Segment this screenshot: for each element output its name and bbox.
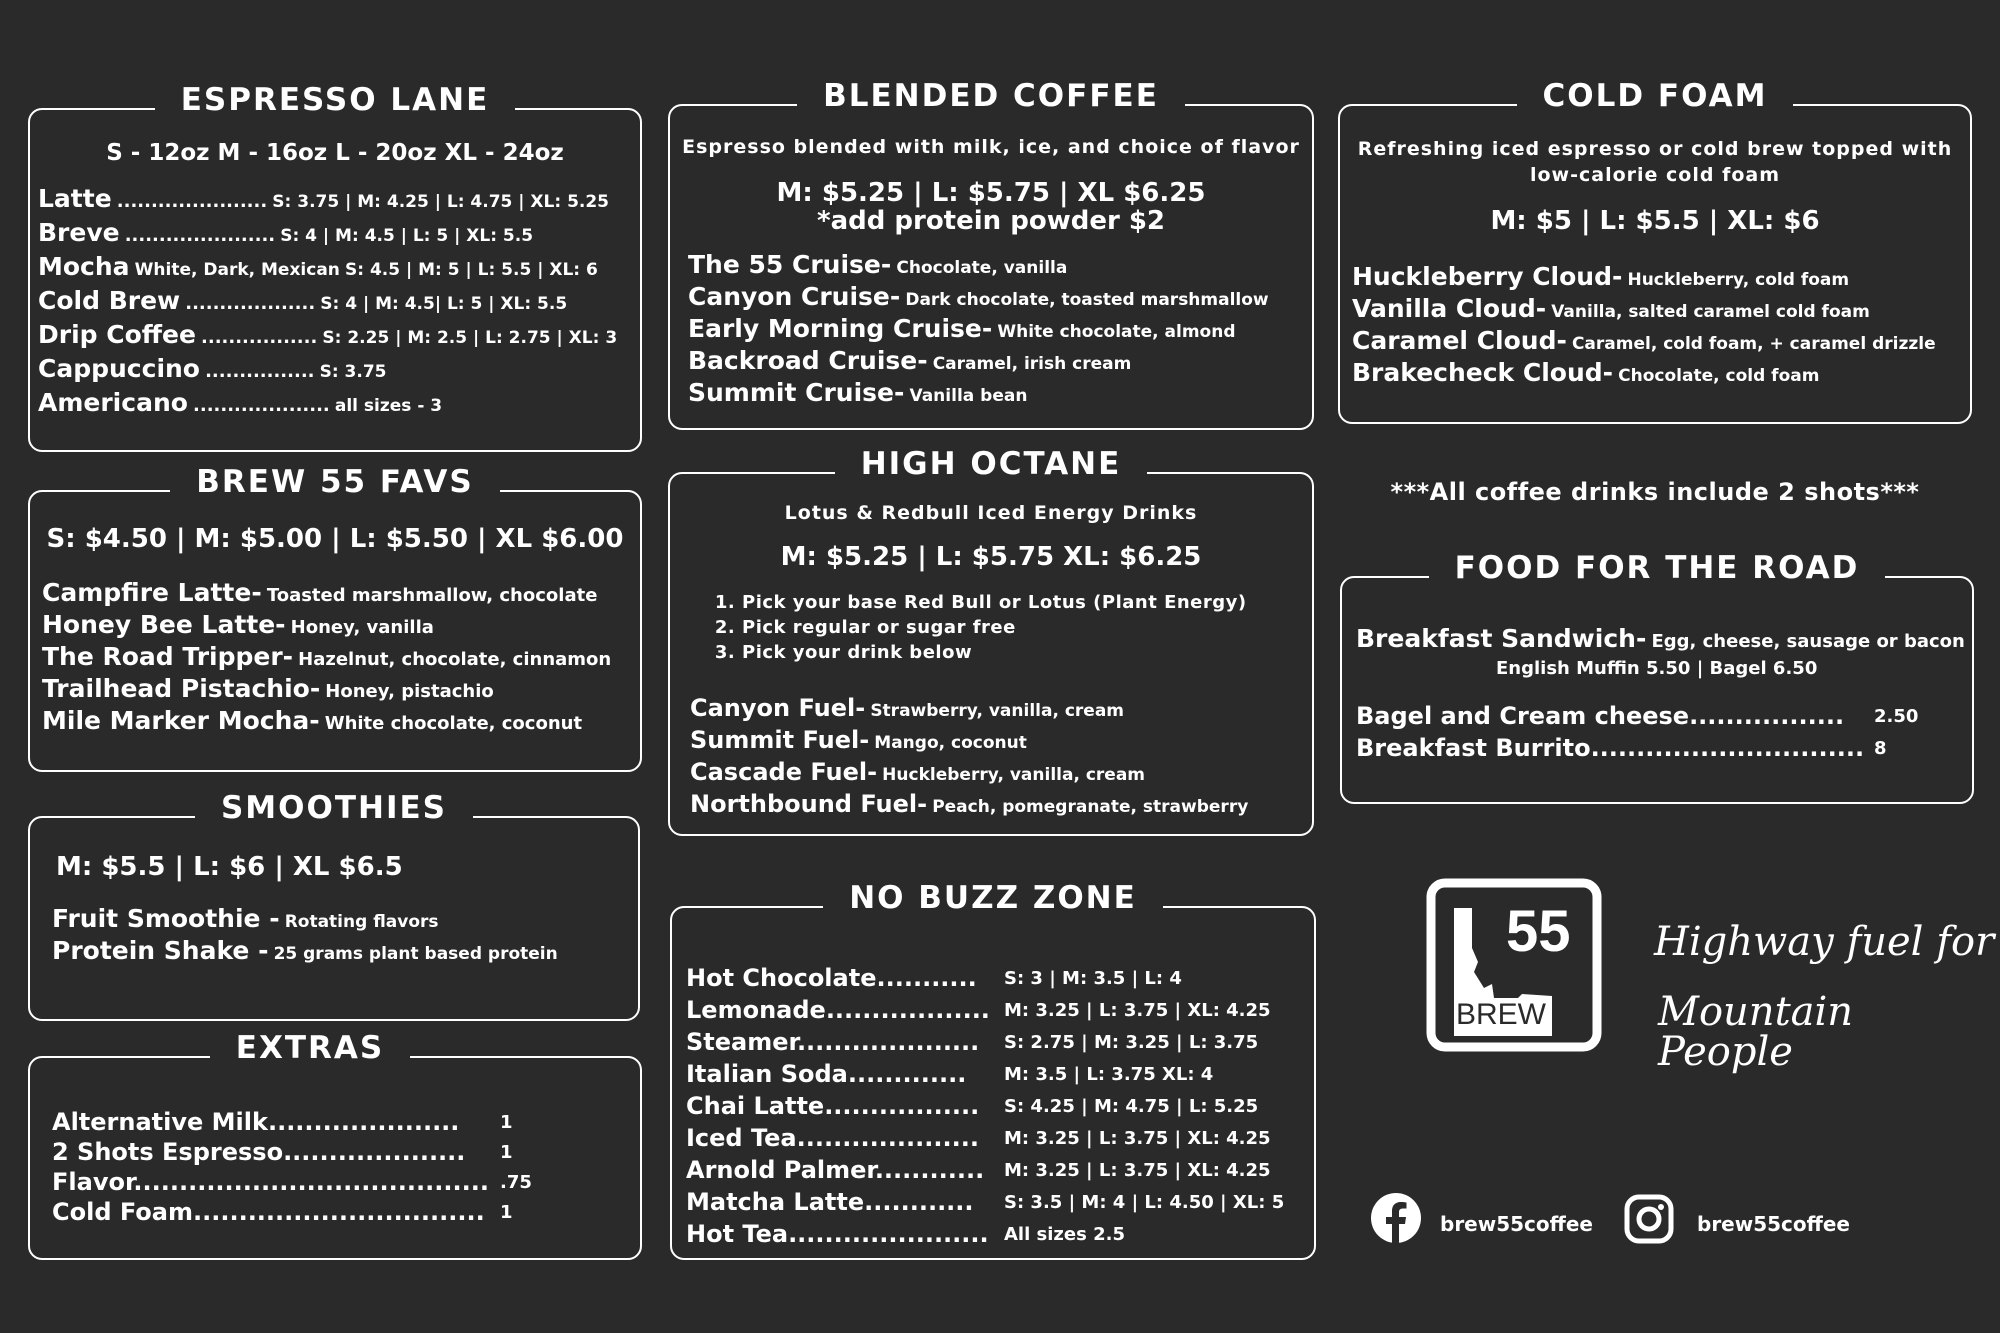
dot-leader: .................... <box>193 395 330 416</box>
menu-item <box>42 644 611 676</box>
item-desc: Honey, pistachio <box>325 681 494 702</box>
item-name: Steamer <box>686 1028 797 1056</box>
item-desc: 25 grams plant based protein <box>273 944 558 964</box>
item-name: 2 Shots Espresso <box>52 1138 284 1166</box>
item-desc: Huckleberry, vanilla, cream <box>882 765 1146 785</box>
item-desc: Chocolate, vanilla <box>896 258 1068 278</box>
menu-item <box>686 1222 1306 1254</box>
menu-item <box>686 998 1306 1030</box>
item-price: M: 3.5 | L: 3.75 XL: 4 <box>1004 1064 1214 1085</box>
tagline-line-1: Highway fuel for <box>1654 919 1995 965</box>
item-name: Caramel Cloud- <box>1352 326 1567 355</box>
instagram-icon[interactable] <box>1624 1194 1674 1244</box>
brew55-logo <box>1426 878 1602 1052</box>
octane-subtitle: Lotus & Redbull Iced Energy Drinks <box>784 502 1198 524</box>
dot-leader: ................. <box>824 1092 980 1120</box>
item-name: Brakecheck Cloud- <box>1352 358 1614 387</box>
shots-note: ***All coffee drinks include 2 shots*** <box>1390 478 1920 506</box>
coldfoam-section <box>1338 78 1972 424</box>
menu-item <box>686 1158 1306 1190</box>
item-name: Canyon Cruise- <box>688 282 901 311</box>
menu-item <box>688 316 1269 348</box>
section-title: ESPRESSO LANE <box>30 80 640 120</box>
item-price: S: 3 | M: 3.5 | L: 4 <box>1004 968 1182 989</box>
item-name: Summit Fuel- <box>690 726 870 754</box>
blended-list <box>688 252 1269 412</box>
sandwich-price: English Muffin 5.50 | Bagel 6.50 <box>1496 658 1818 679</box>
item-price: S: 4 | M: 4.5| L: 5 | XL: 5.5 <box>320 294 568 314</box>
facebook-handle[interactable]: brew55coffee <box>1440 1212 1593 1236</box>
item-desc: Caramel, cold foam, + caramel drizzle <box>1571 334 1936 354</box>
dot-leader: ................... <box>185 293 316 314</box>
item-name: Cascade Fuel- <box>690 758 878 786</box>
favs-price: S: $4.50 | M: $5.00 | L: $5.50 | XL $6.00 <box>46 524 624 554</box>
item-desc: White chocolate, almond <box>997 322 1236 342</box>
item-name: Canyon Fuel- <box>690 694 866 722</box>
item-name: Campfire Latte- <box>42 578 262 607</box>
item-name: Northbound Fuel- <box>690 790 928 818</box>
size-guide: S - 12oz M - 16oz L - 20oz XL - 24oz <box>106 140 564 166</box>
section-title: FOOD FOR THE ROAD <box>1342 548 1972 588</box>
item-name: Honey Bee Latte- <box>42 610 286 639</box>
menu-item <box>686 1030 1306 1062</box>
dot-leader: ............. <box>847 1060 967 1088</box>
section-title: BREW 55 FAVS <box>30 462 640 502</box>
dot-leader: ........... <box>876 964 977 992</box>
dot-leader: .................. <box>825 996 990 1024</box>
menu-item <box>38 186 638 220</box>
menu-item <box>42 612 611 644</box>
item-name: Protein Shake - <box>52 936 269 965</box>
menu-item <box>1352 296 1936 328</box>
item-name: Fruit Smoothie - <box>52 904 280 933</box>
espresso-list <box>38 186 638 424</box>
menu-item <box>38 322 638 356</box>
blended-subtitle: Espresso blended with milk, ice, and choice of flavor <box>682 136 1300 158</box>
item-price: S: 3.75 <box>319 362 387 382</box>
coldfoam-subtitle: Refreshing iced espresso or cold brew topped with <box>1357 138 1953 160</box>
item-name: Huckleberry Cloud- <box>1352 262 1623 291</box>
item-price: 8 <box>1874 738 1887 759</box>
item-price: S: 2.75 | M: 3.25 | L: 3.75 <box>1004 1032 1259 1053</box>
dot-leader: ................ <box>205 361 315 382</box>
menu-item <box>38 288 638 322</box>
item-price: M: 3.25 | L: 3.75 | XL: 4.25 <box>1004 1160 1271 1181</box>
tagline-line-2: Mountain People <box>1658 989 1854 1075</box>
menu-item <box>38 356 638 390</box>
item-name: Mile Marker Mocha- <box>42 706 320 735</box>
facebook-icon[interactable] <box>1370 1192 1422 1244</box>
favs-list <box>42 580 611 740</box>
menu-item <box>52 1198 513 1230</box>
item-desc: White, Dark, Mexican <box>134 260 340 280</box>
extras-section <box>28 1030 642 1260</box>
item-name: Hot Tea <box>686 1220 789 1248</box>
item-price: S: 2.25 | M: 2.5 | L: 2.75 | XL: 3 <box>322 328 618 348</box>
menu-item <box>38 220 638 254</box>
item-desc: Dark chocolate, toasted marshmallow <box>905 290 1269 310</box>
item-name: Alternative Milk <box>52 1108 268 1136</box>
section-title: EXTRAS <box>30 1028 590 1068</box>
dot-leader: ..................... <box>267 1108 460 1136</box>
item-name: Trailhead Pistachio- <box>42 674 321 703</box>
octane-section <box>668 446 1314 836</box>
item-name: Breve <box>38 218 120 247</box>
dot-leader: .............................. <box>1590 734 1865 762</box>
menu-item <box>1352 264 1936 296</box>
item-desc: Chocolate, cold foam <box>1618 366 1820 386</box>
item-name: Breakfast Burrito <box>1356 734 1591 762</box>
menu-item <box>42 708 611 740</box>
section-title: SMOOTHIES <box>30 788 638 828</box>
instagram-handle[interactable]: brew55coffee <box>1697 1212 1850 1236</box>
dot-leader: .................... <box>796 1028 980 1056</box>
octane-steps <box>714 590 1247 665</box>
item-price: 2.50 <box>1874 706 1919 727</box>
octane-list <box>690 696 1248 824</box>
menu-item <box>688 284 1269 316</box>
menu-item <box>690 728 1248 760</box>
item-name: Iced Tea <box>686 1124 797 1152</box>
item-name: Breakfast Sandwich- <box>1356 624 1647 653</box>
item-name: Summit Cruise- <box>688 378 905 407</box>
dot-leader: ....................................... <box>133 1168 489 1196</box>
item-name: Italian Soda <box>686 1060 848 1088</box>
item-desc: Mango, coconut <box>874 733 1027 753</box>
section-title: COLD FOAM <box>1340 76 1970 116</box>
menu-item <box>1356 704 1956 736</box>
item-price: S: 4 | M: 4.5 | L: 5 | XL: 5.5 <box>280 226 534 246</box>
dot-leader: ............ <box>874 1156 985 1184</box>
menu-item <box>686 966 1306 998</box>
item-name: Latte <box>38 184 112 213</box>
item-desc: Peach, pomegranate, strawberry <box>932 797 1249 817</box>
item-name: Hot Chocolate <box>686 964 877 992</box>
item-price: M: 3.25 | L: 3.75 | XL: 4.25 <box>1004 1128 1271 1149</box>
menu-item <box>52 1168 532 1200</box>
item-name: Backroad Cruise- <box>688 346 928 375</box>
menu-item <box>52 906 558 938</box>
item-name: Chai Latte <box>686 1092 825 1120</box>
section-title: HIGH OCTANE <box>670 444 1312 484</box>
item-name: Matcha Latte <box>686 1188 865 1216</box>
nobuzz-section <box>670 880 1316 1260</box>
section-title: BLENDED COFFEE <box>670 76 1312 116</box>
menu-item <box>1352 360 1936 392</box>
menu-item <box>52 938 558 970</box>
extras-list <box>52 1108 532 1230</box>
dot-leader: ...................... <box>124 225 276 246</box>
item-name: Cold Foam <box>52 1198 193 1226</box>
blended-section <box>668 78 1314 430</box>
menu-item <box>688 252 1269 284</box>
logo-number: 55 <box>1506 899 1571 964</box>
item-price: 1 <box>500 1142 513 1163</box>
menu-item <box>686 1190 1306 1222</box>
menu-item <box>686 1094 1306 1126</box>
item-name: Drip Coffee <box>38 320 196 349</box>
sandwich-row <box>1356 624 1965 653</box>
menu-item <box>688 380 1269 412</box>
blended-price: M: $5.25 | L: $5.75 | XL $6.25 <box>776 178 1206 208</box>
coldfoam-subtitle: low-calorie cold foam <box>1529 164 1781 186</box>
item-price: S: 3.75 | M: 4.25 | L: 4.75 | XL: 5.25 <box>272 192 610 212</box>
octane-price: M: $5.25 | L: $5.75 XL: $6.25 <box>780 542 1202 572</box>
menu-item <box>38 390 638 424</box>
coldfoam-list <box>1352 264 1936 392</box>
menu-item <box>686 1126 1306 1158</box>
item-price: 1 <box>500 1202 513 1223</box>
item-desc: Caramel, irish cream <box>932 354 1132 374</box>
step-item: 1. Pick your base Red Bull or Lotus (Plant Energy) <box>742 590 1247 615</box>
food-section <box>1340 550 1974 804</box>
coldfoam-price: M: $5 | L: $5.5 | XL: $6 <box>1490 206 1820 236</box>
dot-leader: ...................... <box>788 1220 989 1248</box>
item-name: Bagel and Cream cheese <box>1356 702 1690 730</box>
smoothies-price: M: $5.5 | L: $6 | XL $6.5 <box>56 852 403 882</box>
item-name: Cappuccino <box>38 354 200 383</box>
menu-item <box>690 792 1248 824</box>
dot-leader: .................... <box>283 1138 466 1166</box>
menu-item <box>52 1138 513 1170</box>
item-price: S: 4.5 | M: 5 | L: 5.5 | XL: 6 <box>345 260 598 280</box>
item-name: Lemonade <box>686 996 826 1024</box>
food-list <box>1356 704 1956 768</box>
item-name: Cold Brew <box>38 286 181 315</box>
blended-addon: *add protein powder $2 <box>816 206 1166 236</box>
menu-item <box>1356 736 1956 768</box>
item-name: The 55 Cruise- <box>688 250 892 279</box>
menu-item <box>1352 328 1936 360</box>
dot-leader: ...................... <box>116 191 268 212</box>
item-desc: Strawberry, vanilla, cream <box>870 701 1125 721</box>
menu-item <box>52 1108 513 1140</box>
item-desc: Egg, cheese, sausage or bacon <box>1651 631 1965 652</box>
item-price: S: 4.25 | M: 4.75 | L: 5.25 <box>1004 1096 1259 1117</box>
dot-leader: ................. <box>1689 702 1845 730</box>
item-desc: Honey, vanilla <box>290 617 434 638</box>
item-price: M: 3.25 | L: 3.75 | XL: 4.25 <box>1004 1000 1271 1021</box>
item-name: The Road Tripper- <box>42 642 294 671</box>
item-desc: Hazelnut, chocolate, cinnamon <box>298 649 612 670</box>
smoothies-section <box>28 790 640 1021</box>
item-price: all sizes - 3 <box>334 396 443 416</box>
nobuzz-list <box>686 966 1306 1254</box>
item-price: .75 <box>500 1172 532 1193</box>
menu-item <box>690 696 1248 728</box>
item-name: Flavor <box>52 1168 134 1196</box>
dot-leader: ............ <box>864 1188 974 1216</box>
menu-item <box>688 348 1269 380</box>
item-desc: Rotating flavors <box>284 912 439 932</box>
logo-word: BREW <box>1456 998 1546 1031</box>
item-name: Arnold Palmer <box>686 1156 875 1184</box>
menu-item <box>42 580 611 612</box>
step-item: 3. Pick your drink below <box>742 640 1247 665</box>
dot-leader: .................... <box>796 1124 979 1152</box>
item-desc: White chocolate, coconut <box>324 713 583 734</box>
smoothies-list <box>52 906 558 970</box>
item-desc: Toasted marshmallow, chocolate <box>266 585 598 606</box>
menu-item <box>686 1062 1306 1094</box>
favs-section <box>28 464 642 772</box>
item-desc: Huckleberry, cold foam <box>1627 270 1850 290</box>
item-desc: Vanilla, salted caramel cold foam <box>1551 302 1870 322</box>
menu-item <box>38 254 638 288</box>
item-price: All sizes 2.5 <box>1004 1224 1125 1245</box>
item-name: Mocha <box>38 252 130 281</box>
espresso-section <box>28 82 642 452</box>
menu-item <box>690 760 1248 792</box>
menu-item <box>42 676 611 708</box>
item-name: Americano <box>38 388 188 417</box>
section-title: NO BUZZ ZONE <box>672 878 1314 918</box>
step-item: 2. Pick regular or sugar free <box>742 615 1247 640</box>
dot-leader: ................................ <box>192 1198 485 1226</box>
item-price: S: 3.5 | M: 4 | L: 4.50 | XL: 5 <box>1004 1192 1285 1213</box>
item-desc: Vanilla bean <box>909 386 1028 406</box>
item-name: Early Morning Cruise- <box>688 314 993 343</box>
dot-leader: ................. <box>201 327 318 348</box>
item-name: Vanilla Cloud- <box>1352 294 1547 323</box>
item-price: 1 <box>500 1112 513 1133</box>
